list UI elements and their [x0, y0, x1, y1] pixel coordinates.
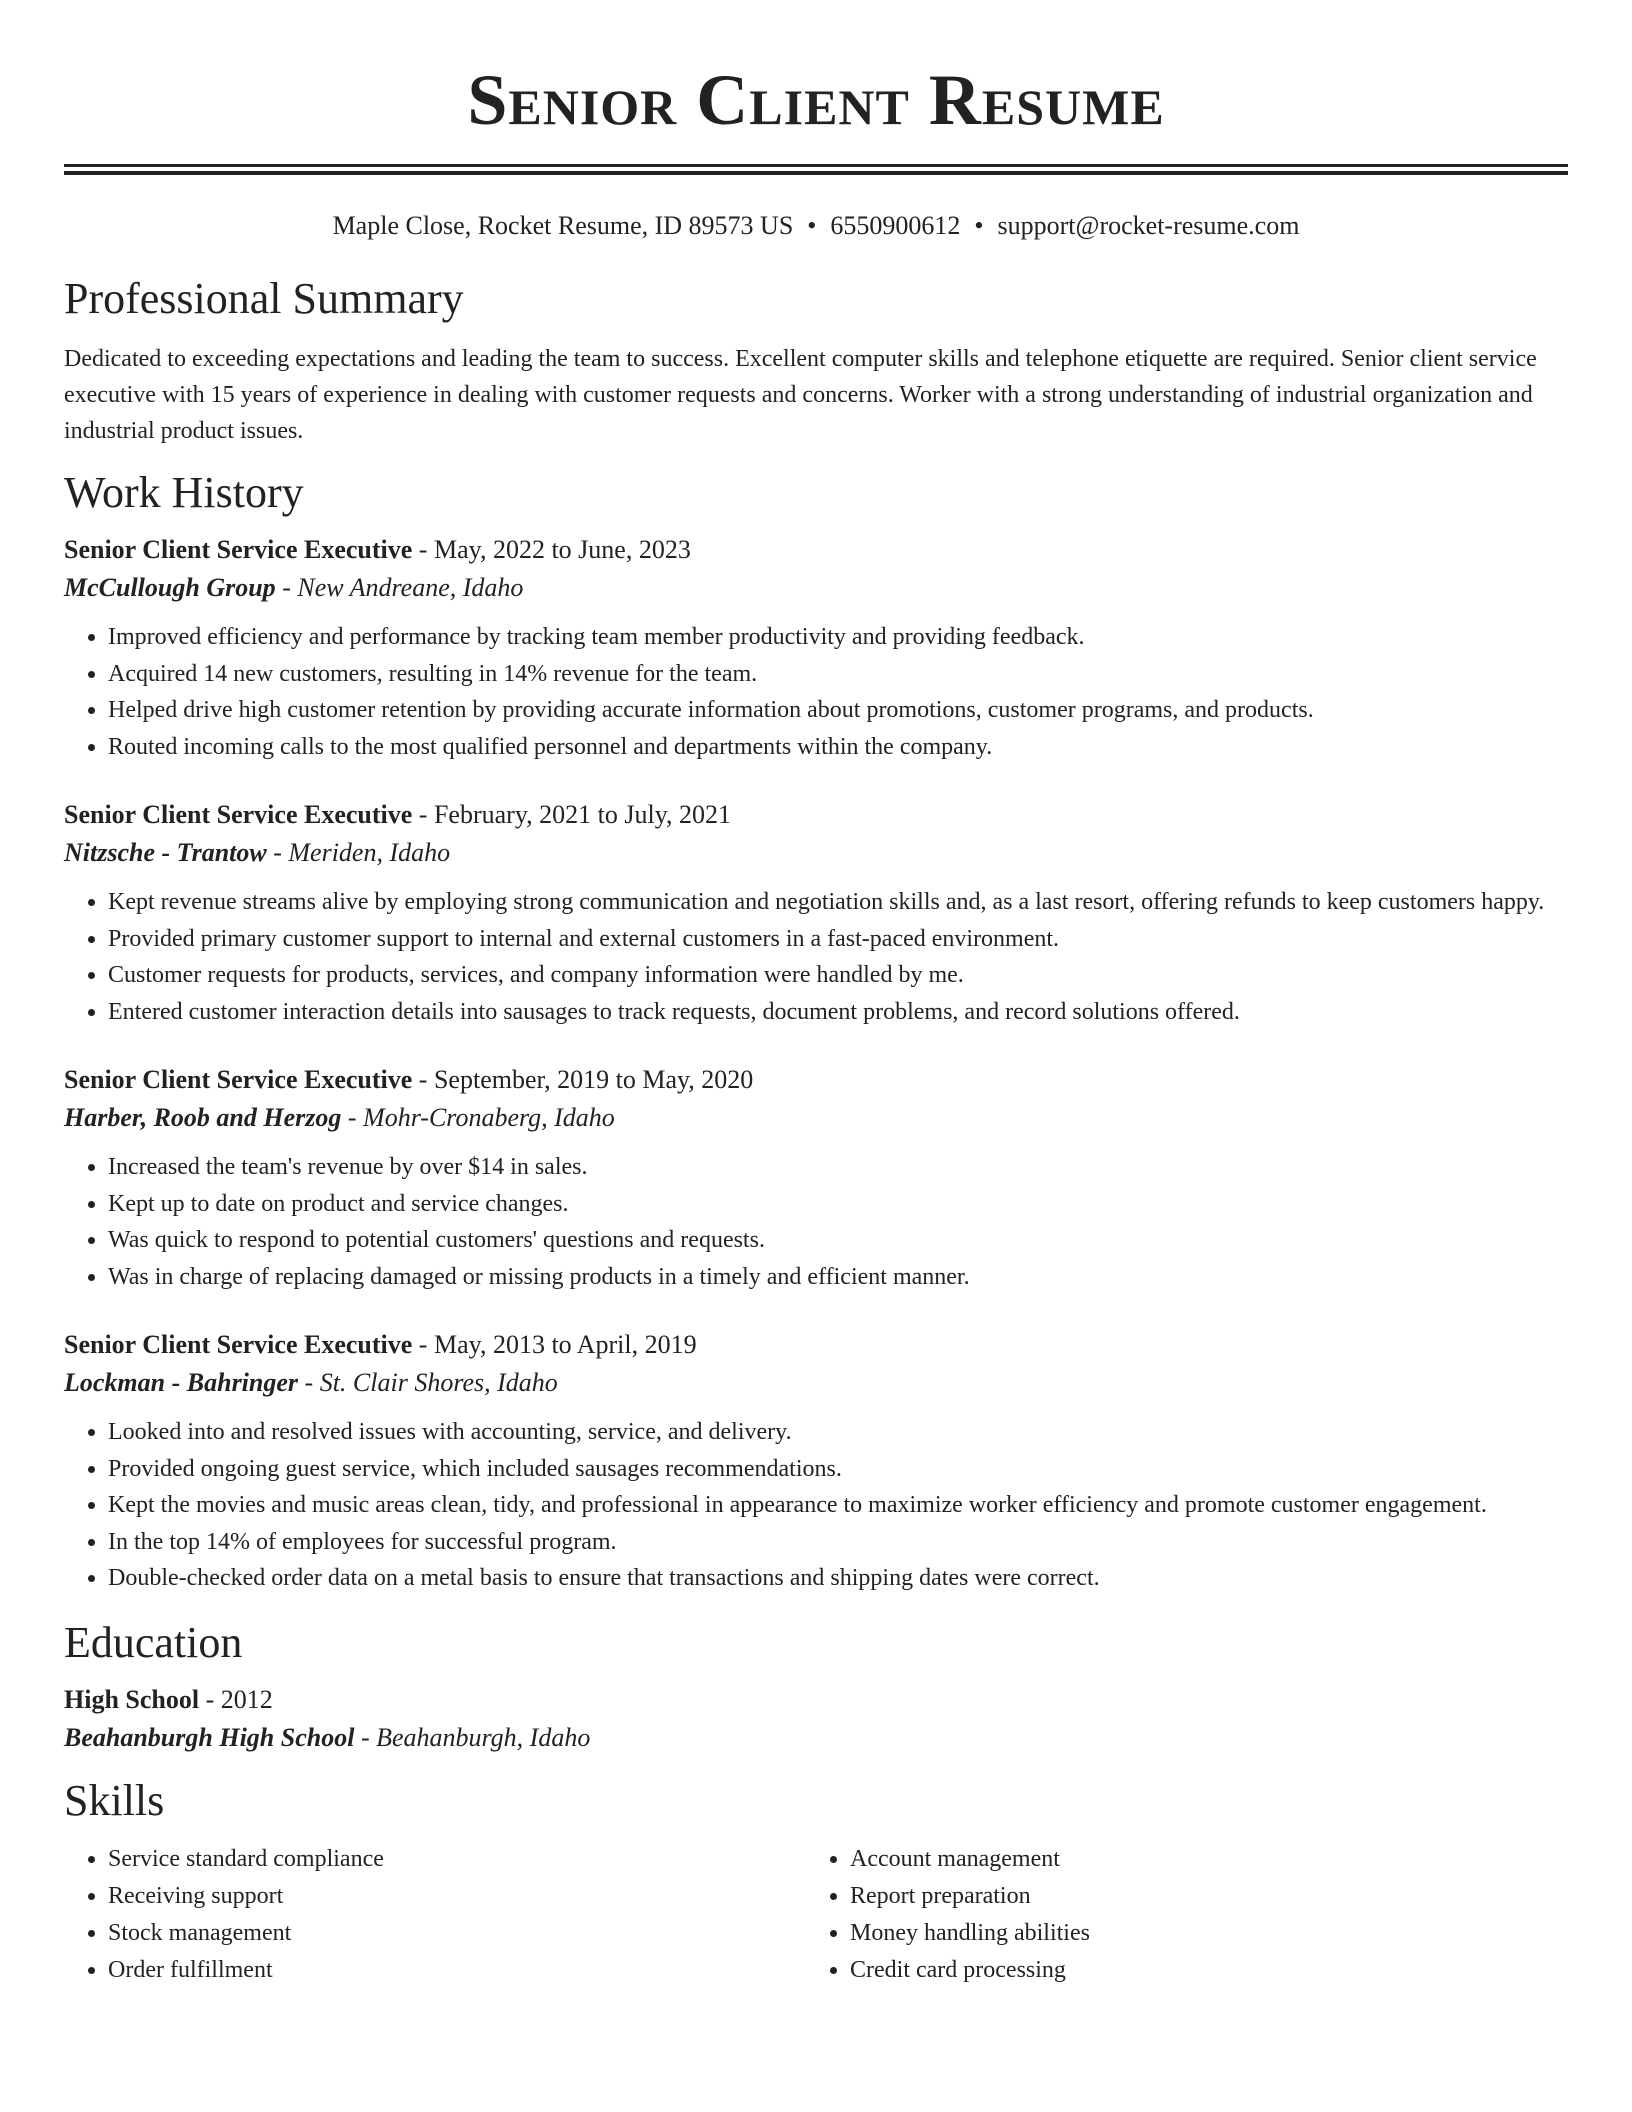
title-divider	[64, 164, 1568, 175]
education-heading: Education	[64, 1617, 243, 1667]
job-bullet: • Routed incoming calls to the most qualified personnel and departments within the company.	[108, 729, 1568, 766]
job-bullet: • Provided ongoing guest service, which included sausages recommendations.	[108, 1451, 1568, 1488]
job-dash: -	[412, 1330, 434, 1359]
job-bullet: • Entered customer interaction details into sausages to track requests, document problems, and record solutions offered.	[108, 994, 1568, 1031]
job-bullets	[64, 1414, 1568, 1597]
job-dates: May, 2013 to April, 2019	[433, 1330, 697, 1359]
job-dash: -	[412, 800, 434, 829]
job-company: Harber, Roob and Herzog	[64, 1103, 342, 1132]
job-bullet: • Kept the movies and music areas clean, tidy, and professional in appearance to maximize worker efficiency and promote customer engagement.	[108, 1487, 1568, 1524]
contact-address: Maple Close, Rocket Resume, ID 89573 US	[332, 211, 794, 240]
job-bullet: • Improved efficiency and performance by tracking team member productivity and providing feedback.	[108, 619, 1568, 656]
job-company: McCullough Group	[64, 573, 276, 602]
skill-item: • Order fulfillment	[108, 1952, 806, 1989]
job-dates: May, 2022 to June, 2023	[433, 535, 691, 564]
job-dash: -	[341, 1103, 364, 1132]
education-header	[64, 1681, 1568, 1719]
job-bullet: • Acquired 14 new customers, resulting in 14% revenue for the team.	[108, 656, 1568, 693]
contact-email: support@rocket-resume.com	[997, 211, 1300, 240]
job-company: Nitzsche - Trantow	[64, 838, 267, 867]
job-dash: -	[266, 838, 289, 867]
job-dash: -	[412, 535, 434, 564]
skill-item: • Stock management	[108, 1915, 806, 1952]
summary-text: Dedicated to exceeding expectations and leading the team to success. Excellent computer skills and telephone etiquette are required. Senior client service executive with 15 years of experience in dealing with customer requests and concerns. Worker with a strong understanding of industrial organization and industrial product issues.	[64, 346, 1537, 444]
job-role: Senior Client Service Executive	[64, 1330, 413, 1359]
skill-item: • Report preparation	[850, 1878, 1548, 1915]
job-bullet: • In the top 14% of employees for successful program.	[108, 1524, 1568, 1561]
job-header	[64, 1061, 1568, 1099]
job-header	[64, 1326, 1568, 1364]
job-bullet: • Customer requests for products, services, and company information were handled by me.	[108, 957, 1568, 994]
skills-column-left	[64, 1841, 806, 1989]
job-bullet: • Double-checked order data on a metal basis to ensure that transactions and shipping dates were correct.	[108, 1560, 1568, 1597]
education-school-line	[64, 1719, 1568, 1757]
education-degree: High School	[64, 1684, 200, 1714]
contact-line	[64, 209, 1568, 243]
job-employer	[64, 569, 1568, 607]
job-role: Senior Client Service Executive	[64, 535, 413, 564]
job-bullets	[64, 1149, 1568, 1295]
contact-phone: 6550900612	[830, 211, 961, 240]
work-history-heading: Work History	[64, 468, 304, 517]
job-dates: February, 2021 to July, 2021	[433, 800, 732, 829]
job-bullets	[64, 884, 1568, 1030]
education-dash: -	[354, 1722, 377, 1752]
skills-heading: Skills	[64, 1775, 165, 1825]
education-year: 2012	[220, 1684, 273, 1714]
resume-page	[64, 0, 1568, 1989]
job-dash: -	[275, 573, 298, 602]
job-location: St. Clair Shores, Idaho	[319, 1368, 558, 1397]
job-dash: -	[298, 1368, 320, 1397]
job-employer	[64, 1364, 1568, 1402]
contact-separator: •	[974, 211, 984, 240]
job-bullet: • Helped drive high customer retention by providing accurate information about promotions, customer programs, and products.	[108, 692, 1568, 729]
job-location: Mohr-Cronaberg, Idaho	[363, 1103, 615, 1132]
skill-item: • Money handling abilities	[850, 1915, 1548, 1952]
job-entry	[64, 1326, 1568, 1597]
job-company: Lockman - Bahringer	[64, 1368, 299, 1397]
skills-list	[64, 1827, 1568, 1989]
job-entry	[64, 796, 1568, 1030]
resume-title: Senior Client Resume	[467, 60, 1165, 140]
job-bullet: • Was in charge of replacing damaged or missing products in a timely and efficient manner.	[108, 1259, 1568, 1296]
job-bullets	[64, 619, 1568, 765]
job-dates: September, 2019 to May, 2020	[433, 1065, 754, 1094]
education-location: Beahanburgh, Idaho	[376, 1722, 591, 1752]
education-school: Beahanburgh High School	[64, 1722, 355, 1752]
job-location: New Andreane, Idaho	[297, 573, 524, 602]
education-dash: -	[199, 1684, 221, 1714]
job-bullet: • Provided primary customer support to internal and external customers in a fast-paced environment.	[108, 921, 1568, 958]
skill-item: • Receiving support	[108, 1878, 806, 1915]
job-bullet: • Looked into and resolved issues with accounting, service, and delivery.	[108, 1414, 1568, 1451]
job-location: Meriden, Idaho	[288, 838, 451, 867]
job-bullet: • Kept up to date on product and service changes.	[108, 1186, 1568, 1223]
job-employer	[64, 834, 1568, 872]
skill-item: • Account management	[850, 1841, 1548, 1878]
contact-separator: •	[807, 211, 817, 240]
job-role: Senior Client Service Executive	[64, 1065, 413, 1094]
job-role: Senior Client Service Executive	[64, 800, 413, 829]
summary-heading: Professional Summary	[64, 274, 464, 323]
job-bullet: • Was quick to respond to potential customers' questions and requests.	[108, 1222, 1568, 1259]
education-entry	[64, 1681, 1568, 1757]
job-bullet: • Kept revenue streams alive by employing strong communication and negotiation skills and, as a last resort, offering refunds to keep customers happy.	[108, 884, 1568, 921]
skill-item: • Service standard compliance	[108, 1841, 806, 1878]
skills-column-right	[806, 1841, 1548, 1989]
job-entry	[64, 531, 1568, 765]
job-header	[64, 531, 1568, 569]
job-header	[64, 796, 1568, 834]
skill-item: • Credit card processing	[850, 1952, 1548, 1989]
job-entry	[64, 1061, 1568, 1295]
job-bullet: • Increased the team's revenue by over $14 in sales.	[108, 1149, 1568, 1186]
job-dash: -	[412, 1065, 434, 1094]
job-employer	[64, 1099, 1568, 1137]
